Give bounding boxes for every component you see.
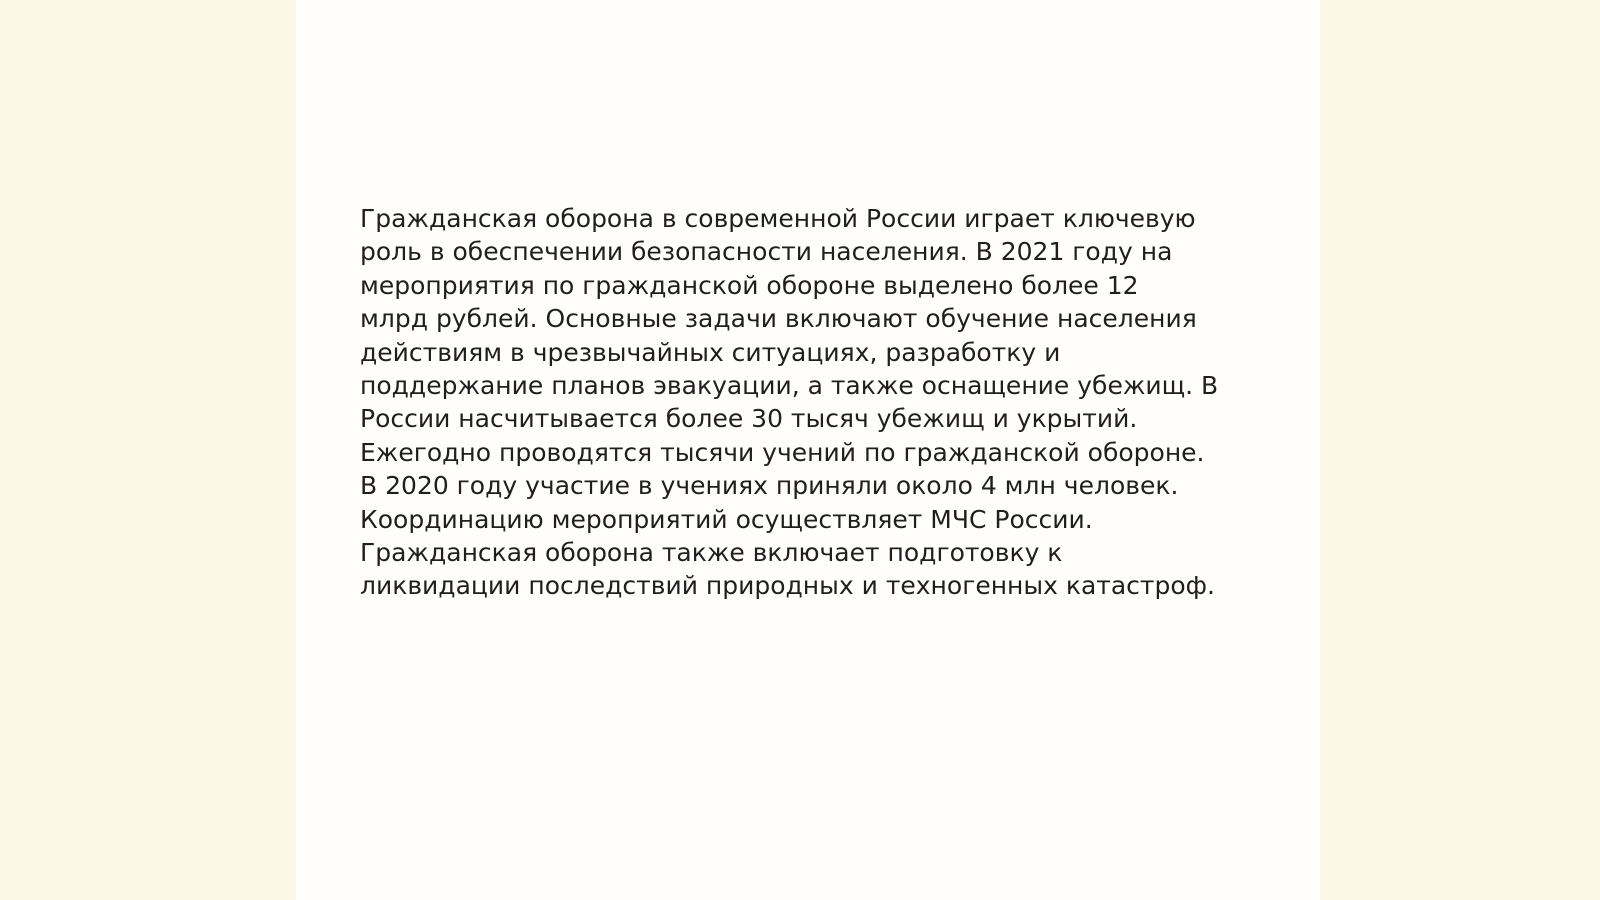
body-text [360, 202, 1260, 603]
slide [296, 0, 1320, 900]
text-line: России насчитывается более 30 тысяч убежищ и укрытий. [360, 404, 1138, 434]
text-line: млрд рублей. Основные задачи включают обучение населения [360, 304, 1197, 334]
text-line: поддержание планов эвакуации, а также оснащение убежищ. В [360, 371, 1219, 401]
text-line: Гражданская оборона в современной России играет ключевую [360, 204, 1196, 233]
text-line: Ежегодно проводятся тысячи учений по гражданской обороне. [360, 437, 1205, 467]
text-line: ликвидации последствий природных и техногенных катастроф. [360, 571, 1215, 601]
text-line: мероприятия по гражданской обороне выделено более 12 [360, 270, 1139, 300]
text-line: В 2020 году участие в учениях приняли около 4 млн человек. [360, 471, 1179, 501]
text-line: Гражданская оборона также включает подготовку к [360, 538, 1063, 568]
text-line: Координацию мероприятий осуществляет МЧС России. [360, 504, 1093, 534]
text-line: действиям в чрезвычайных ситуациях, разработку и [360, 337, 1061, 367]
text-line: роль в обеспечении безопасности населения. В 2021 году на [360, 237, 1173, 267]
